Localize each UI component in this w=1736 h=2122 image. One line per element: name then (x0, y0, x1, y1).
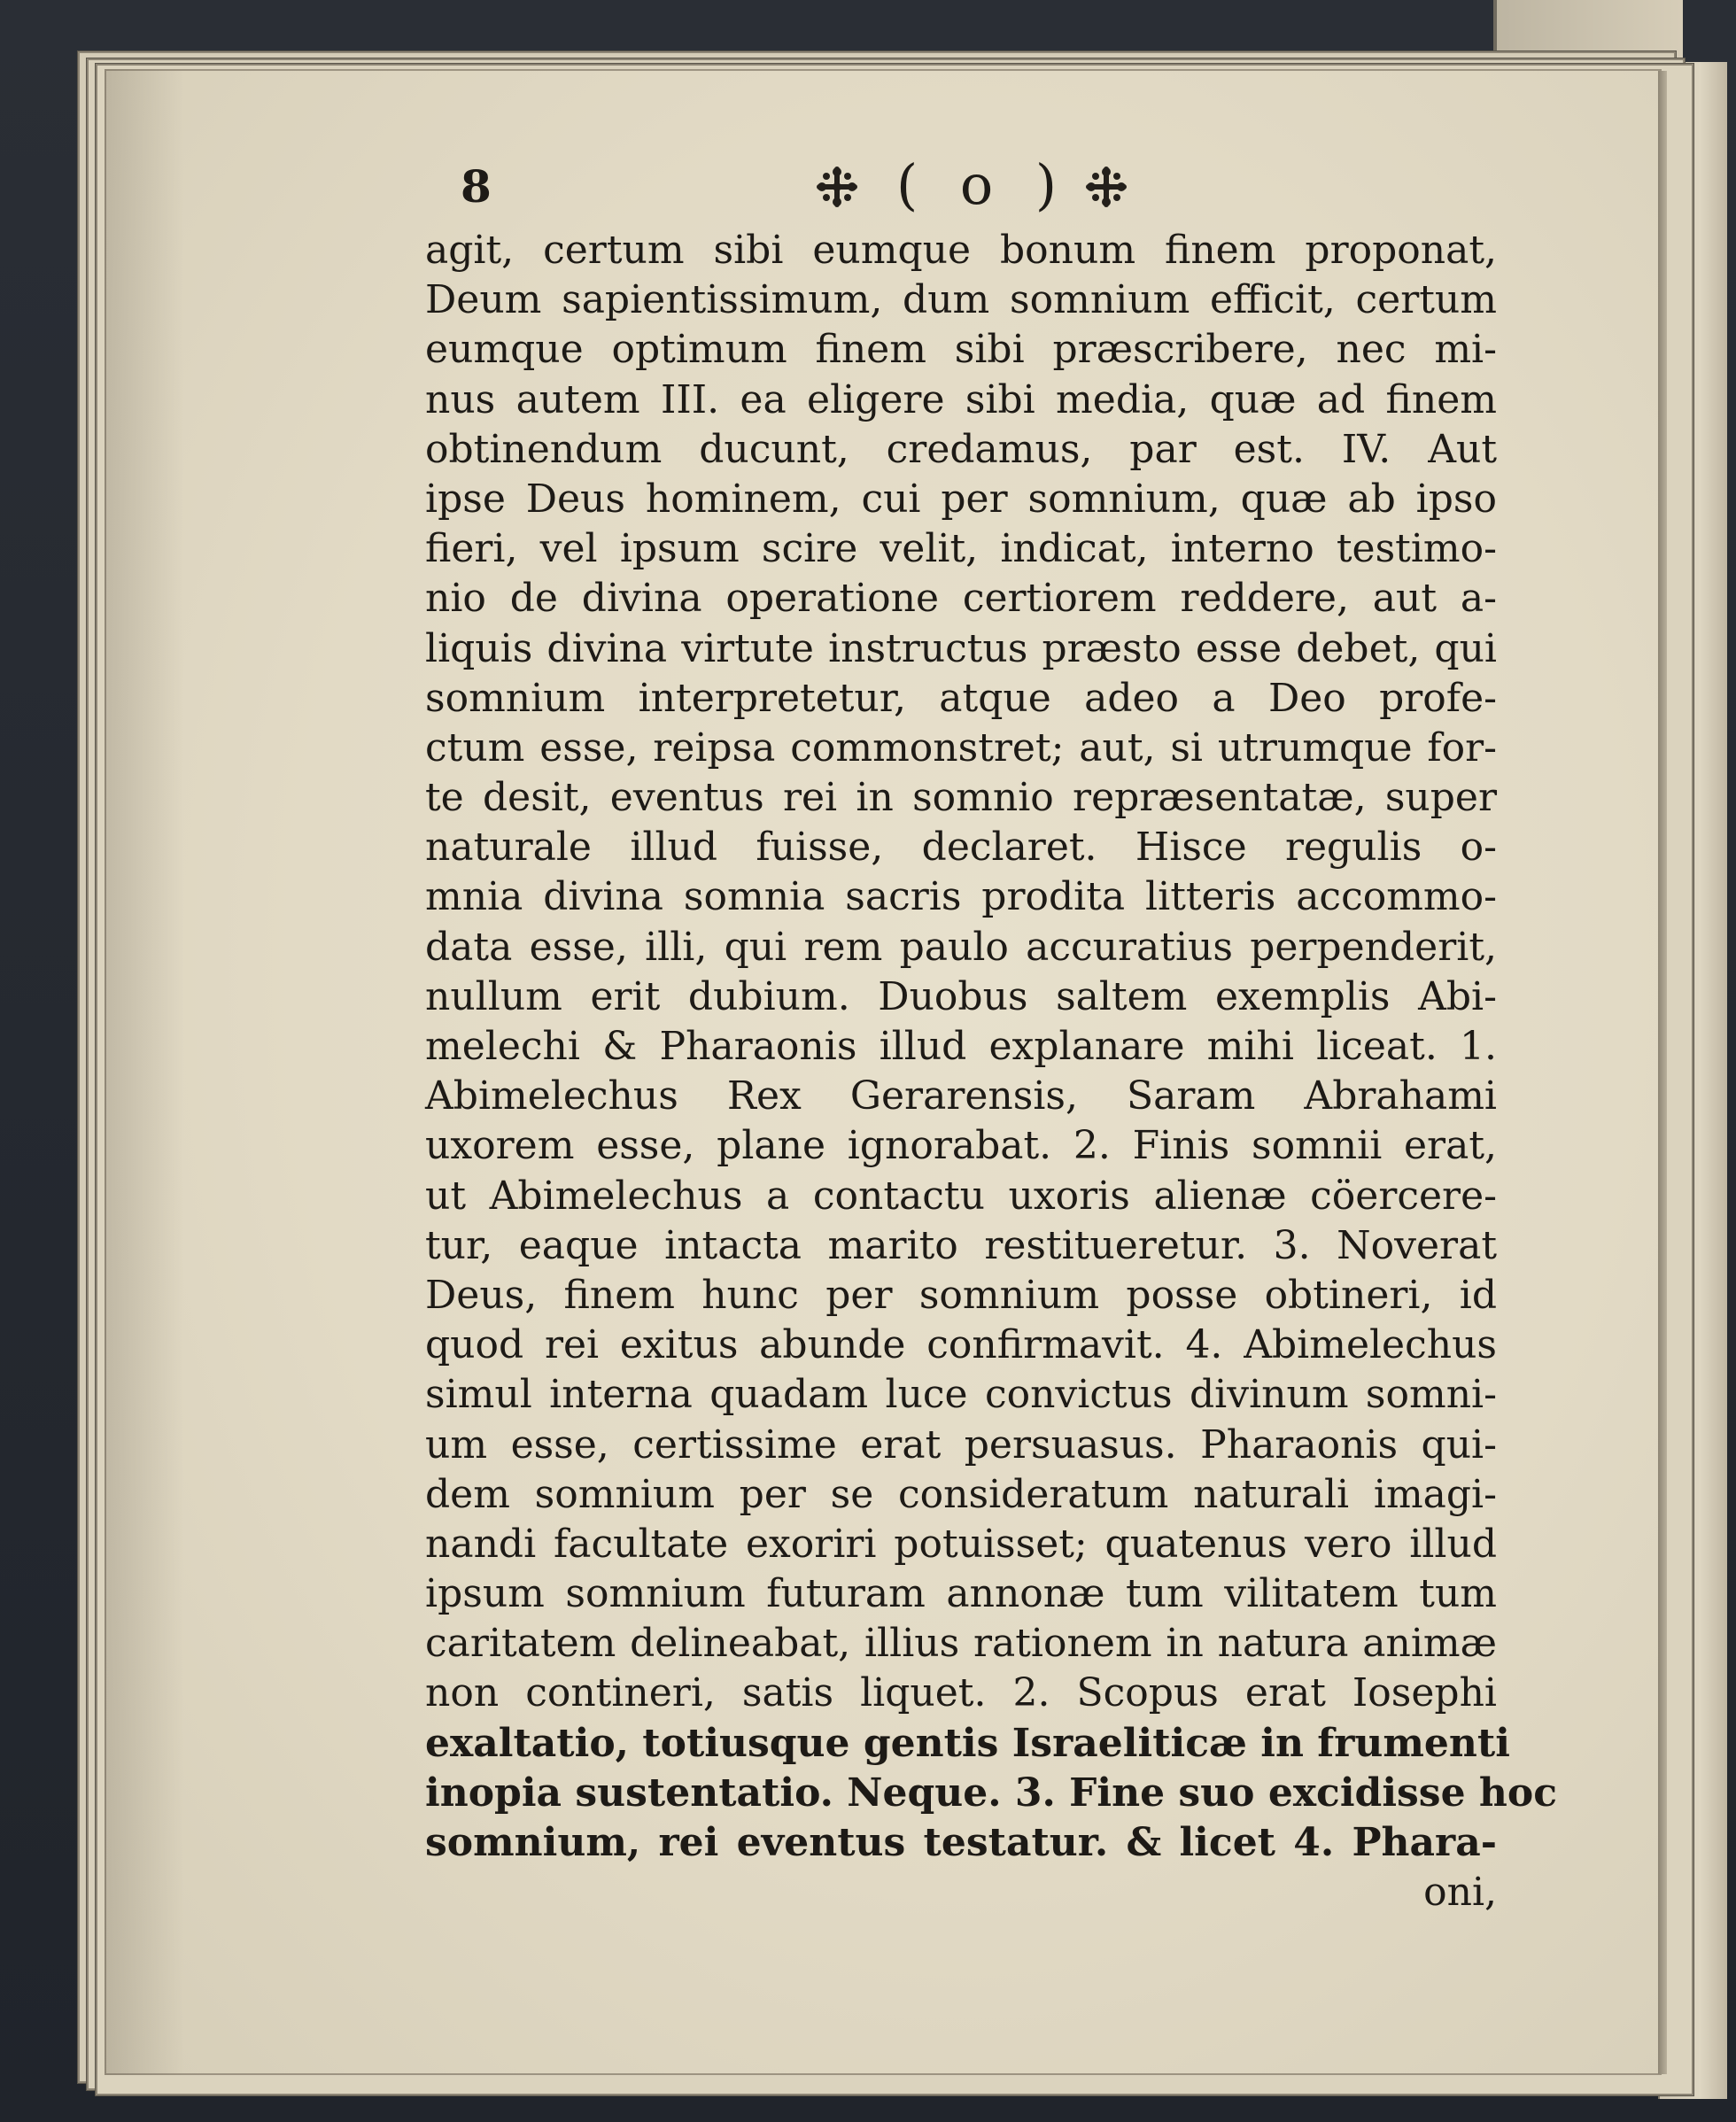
text-line: obtinendum ducunt, credamus, par est. IV. Aut (425, 426, 1497, 472)
text-line: ipsum somnium futuram annonæ tum vilitatem tum (425, 1571, 1497, 1617)
text-line: ctum esse, reipsa commonstret; aut, si utrumque for- (425, 724, 1497, 771)
text-line: Deus, finem hunc per somnium posse obtineri, id (425, 1272, 1497, 1318)
text-line: liquis divina virtute instructus præsto esse debet, qui (425, 625, 1497, 671)
text-line: eumque optimum finem sibi præscribere, nec mi- (425, 327, 1497, 373)
page-header (461, 152, 1523, 228)
text-line: nullum erit dubium. Duobus saltem exemplis Abi- (425, 973, 1497, 1019)
text-line: inopia sustentatio. Neque. 3. Fine suo excidisse hoc (425, 1770, 1558, 1816)
text-line: melechi & Pharaonis illud explanare mihi liceat. 1. (425, 1024, 1497, 1069)
text-line: naturale illud fuisse, declaret. Hisce regulis o- (425, 825, 1497, 871)
page-number: 8 (461, 160, 492, 213)
text-line: te desit, eventus rei in somnio repræsentatæ, super (425, 775, 1497, 821)
text-line: nus autem III. ea eligere sibi media, quæ ad finem (425, 376, 1497, 422)
running-head: ( o ) (896, 152, 1070, 217)
text-line: Abimelechus Rex Gerarensis, Saram Abrahami (425, 1073, 1497, 1119)
text-line: quod rei exitus abunde confirmavit. 4. Abimelechus (425, 1322, 1497, 1368)
text-line: mnia divina somnia sacris prodita litteris accommo- (425, 874, 1497, 920)
text-line: nandi facultate exoriri potuisset; quatenus vero illud (425, 1521, 1497, 1567)
page-fold-shadow (105, 69, 184, 2075)
text-line: Deum sapientissimum, dum somnium efficit, certum (425, 277, 1497, 323)
text-line: tur, eaque intacta marito restitueretur. 3. Noverat (425, 1222, 1497, 1268)
text-line: fieri, vel ipsum scire velit, indicat, interno testimo- (425, 526, 1497, 572)
rosette-icon (1084, 165, 1128, 209)
text-line: ipse Deus hominem, cui per somnium, quæ ab ipso (425, 476, 1497, 522)
text-line-catchword: oni, (1423, 1870, 1497, 1916)
rosette-icon (815, 165, 859, 209)
text-line: non contineri, satis liquet. 2. Scopus erat Iosephi (425, 1670, 1497, 1716)
text-line: somnium interpretetur, atque adeo a Deo profe- (425, 675, 1497, 721)
text-line: uxorem esse, plane ignorabat. 2. Finis somnii erat, (425, 1123, 1497, 1169)
book-gutter (1658, 71, 1667, 2074)
text-line: ut Abimelechus a contactu uxoris alienæ cöercere- (425, 1173, 1497, 1219)
text-line: caritatem delineabat, illius rationem in natura animæ (425, 1621, 1497, 1667)
text-line: somnium, rei eventus testatur. & licet 4. Phara- (425, 1820, 1497, 1865)
text-line: nio de divina operatione certiorem reddere, aut a- (425, 576, 1497, 622)
text-line: exaltatio, totiusque gentis Israeliticæ in frumenti (425, 1720, 1510, 1766)
latin-text-body (425, 226, 1558, 1917)
text-line: simul interna quadam luce convictus divinum somni- (425, 1372, 1497, 1418)
text-line: data esse, illi, qui rem paulo accuratius perpenderit, (425, 924, 1497, 970)
text-line: um esse, certissime erat persuasus. Pharaonis qui- (425, 1421, 1497, 1468)
text-line: agit, certum sibi eumque bonum finem proponat, (425, 228, 1497, 273)
text-line: dem somnium per se consideratum naturali imagi- (425, 1471, 1497, 1517)
